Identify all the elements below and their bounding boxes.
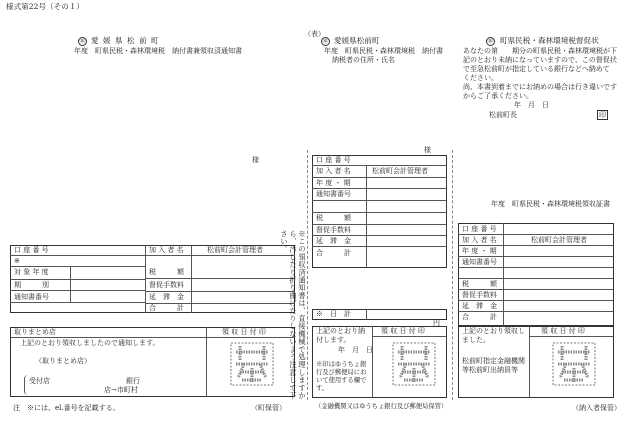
left-amount-tax: 税 額 xyxy=(149,268,184,276)
left-retention: （町保管） xyxy=(251,404,286,412)
middle-receipt-stamp-label: 領 収 日 付 印 xyxy=(381,327,425,335)
form-number: 様式第22号（その１） xyxy=(6,2,85,11)
left-sama: 様 xyxy=(252,156,259,164)
right-body-line-4: ください。 xyxy=(463,74,498,82)
left-mark: ※ xyxy=(14,257,20,265)
middle-account-label: 口 座 番 号 xyxy=(316,156,351,164)
left-row-period: 期 別 xyxy=(14,281,49,289)
town-seal-icon: ㊞ xyxy=(79,39,86,45)
middle-amount-late: 延 滞 金 xyxy=(316,237,351,245)
right-receipt-stamp-label: 領 収 日 付 印 xyxy=(541,327,585,335)
left-amount-total: 合 計 xyxy=(149,304,184,312)
middle-row-notice-no: 通知書番号 xyxy=(316,190,351,198)
left-amount-late: 延 滞 金 xyxy=(149,293,184,301)
right-body-line-6: からご了承ください。 xyxy=(463,92,533,100)
middle-payee-label: 加 入 者 名 xyxy=(316,167,351,175)
left-amount-fee: 督促手数料 xyxy=(149,281,184,289)
middle-yen: 円 xyxy=(433,319,440,327)
middle-payee-value: 松前町会計管理者 xyxy=(372,167,428,175)
left-received-text: 上記のとおり領収しましたので通知します。 xyxy=(20,339,160,347)
cut-line-left xyxy=(307,150,308,400)
middle-retention: （金融機関又はゆうちょ銀行及び郵便局保管） xyxy=(315,403,448,410)
left-account-label: 口 座 番 号 xyxy=(14,246,49,254)
middle-town-seal-icon: ㊞ xyxy=(322,39,329,45)
middle-amount-total: 合 計 xyxy=(316,249,351,257)
right-body-line-3: で至急松前町が指定している銀行などへ納めて xyxy=(463,65,610,73)
left-row-notice-no: 通知書番号 xyxy=(14,293,49,301)
right-retention: （納入者保管） xyxy=(572,404,621,412)
right-date-text: 年 月 日 xyxy=(514,101,549,109)
right-received-text: 上記のとおり領収しました。 xyxy=(462,327,525,344)
right-title: 町県民税・森林環境税督促状 xyxy=(500,36,599,45)
right-body-line-5: 尚、本書到着までにお納めの場合は行き違いです xyxy=(463,83,617,91)
right-body-line-1: あなたの第 期分の町県民税・森林環境税が下 xyxy=(463,47,617,55)
right-payee-value: 松前町会計管理者 xyxy=(531,236,587,244)
left-note: 注 ※には、el.番号を記載する。 xyxy=(13,404,120,412)
right-receipt-title: 年度 町県民税・森林環境税領収証書 xyxy=(491,200,610,208)
mayor-seal-icon: 印 xyxy=(599,111,606,119)
middle-amount-tax: 税 額 xyxy=(316,214,351,222)
right-amount-fee: 督促手数料 xyxy=(462,291,497,299)
middle-sama: 様 xyxy=(424,146,431,154)
left-receipt-stamp-label: 領 収 日 付 印 xyxy=(222,328,266,336)
right-agent: 松前町指定金融機関等松前町出納員等 xyxy=(462,357,525,374)
left-row-year: 対 象 年 度 xyxy=(14,268,49,276)
middle-date-label: ※ 日 計 xyxy=(316,310,351,318)
left-bank: 銀行 xyxy=(126,377,140,385)
left-collect-store: （取りまとめ店） xyxy=(35,357,91,365)
right-mayor: 松前町長 xyxy=(489,111,517,119)
left-payee-value: 松前町会計管理者 xyxy=(207,246,263,254)
left-form-title: 年度 町県民税・森林環境税 納付書兼領収済通知書 xyxy=(74,47,242,55)
middle-received-text: 上記のとおり納付します。 xyxy=(316,327,365,344)
middle-amount-fee: 督促手数料 xyxy=(316,226,351,234)
middle-date-text: 年 月 日 xyxy=(338,346,373,354)
front-side-label: （表） xyxy=(304,30,325,38)
specimen-stamp-icon xyxy=(230,342,274,386)
left-payee-label: 加 入 者 名 xyxy=(149,246,184,254)
right-payee-label: 加 入 者 名 xyxy=(462,236,497,244)
vertical-handling-note: ※この領収済通知書は、直接機械で処理しますから、汚したり折り曲げたりしないよう注意して下さい。 xyxy=(280,230,307,400)
right-body-line-2: 記のとおり未納になっていますので、この督促状 xyxy=(463,56,617,64)
middle-taxpayer-label: 納税者の住所・氏名 xyxy=(332,56,395,64)
left-town-name: 愛 媛 県 松 前 町 xyxy=(91,36,160,45)
right-row-notice-no: 通知書番号 xyxy=(462,258,497,266)
left-branch: 店→市町村 xyxy=(104,386,138,394)
right-specimen-stamp-icon xyxy=(552,342,596,386)
left-collect-label: 取りまとめ店 xyxy=(14,328,56,336)
middle-town-name: 愛媛県松前町 xyxy=(334,36,380,45)
right-row-year: 年 度 ・ 期 xyxy=(462,247,497,255)
right-account-label: 口 座 番 号 xyxy=(462,225,497,233)
middle-postal-note: ※印はゆうちょ銀行及び郵便局において使用する欄です。 xyxy=(316,361,367,392)
right-amount-late: 延 滞 金 xyxy=(462,302,497,310)
right-amount-total: 合 計 xyxy=(462,313,497,321)
middle-specimen-stamp-icon xyxy=(392,342,436,386)
right-amount-tax: 税 額 xyxy=(462,280,497,288)
middle-form-title: 年度 町県民税・森林環境税 納付書 xyxy=(324,47,443,55)
middle-row-year: 年 度 ・ 期 xyxy=(316,179,351,187)
left-receiving-store: 受付店 xyxy=(29,377,50,385)
cut-line-right xyxy=(452,150,453,400)
right-seal-icon: ㊞ xyxy=(487,39,494,45)
